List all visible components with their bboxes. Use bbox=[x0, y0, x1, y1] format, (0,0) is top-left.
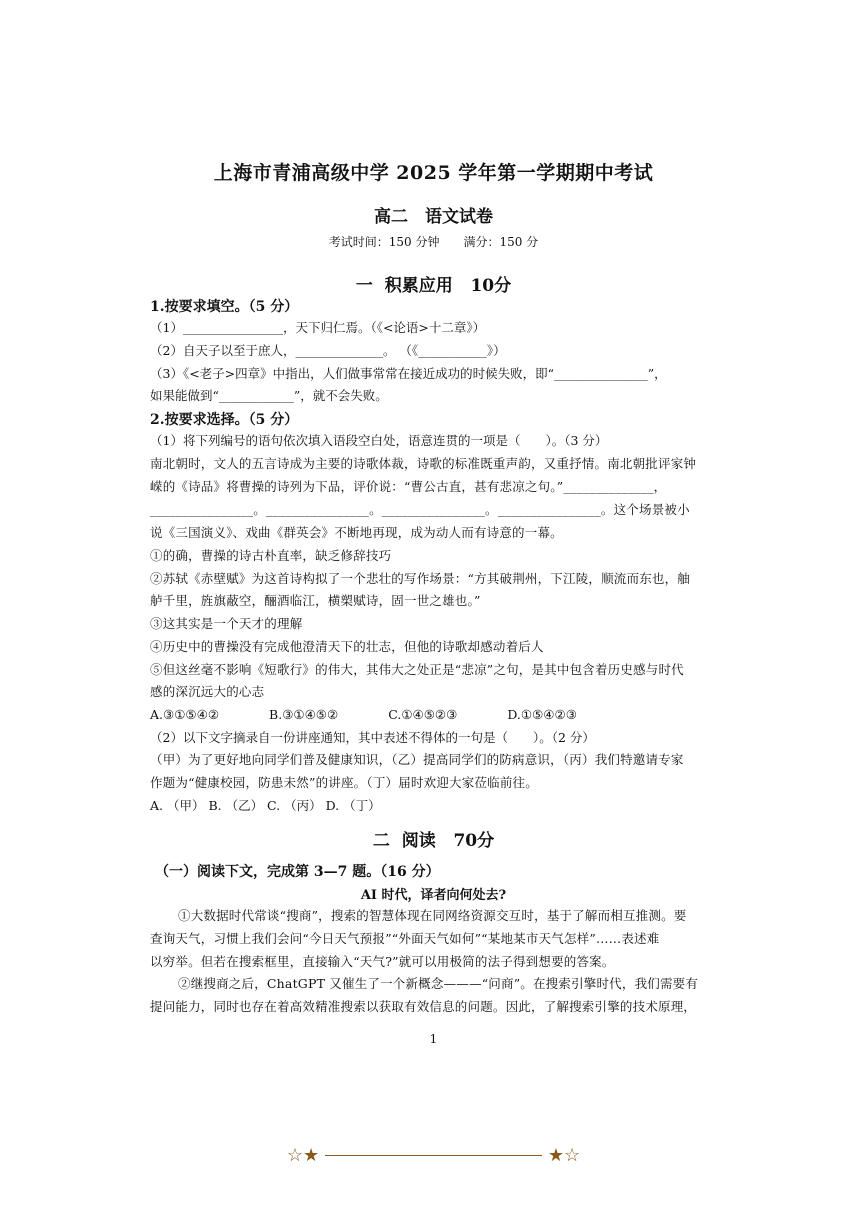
q2-option-2a: ②苏轼《赤壁赋》为这首诗构拟了一个悲壮的写作场景：“方其破荆州，下江陵，顺流而东也，舳 bbox=[150, 571, 690, 586]
q2-option-2b: 舻千里，旌旗蔽空，酾酒临江，横槊赋诗，固一世之雄也。” bbox=[150, 593, 481, 608]
q1-line-2: （2）自天子以至于庶人，______________。 （《___________》） bbox=[150, 343, 506, 358]
q2-sub2-choices: A. （甲） B. （乙） C. （丙） D. （丁） bbox=[150, 798, 381, 813]
q2-option-5a: ⑤但这丝毫不影响《短歌行》的伟大，其伟大之处正是“悲凉”之句，是其中包含着历史感与时代 bbox=[150, 662, 684, 677]
exam-title: 上海市青浦高级中学 2025 学年第一学期期中考试 bbox=[213, 162, 654, 184]
q2-option-4: ④历史中的曹操没有完成他澄清天下的壮志，但他的诗歌却感动着后人 bbox=[150, 639, 544, 654]
page-number: 1 bbox=[429, 1032, 438, 1046]
article-paragraph-line-4: ②继搜商之后，ChatGPT 又催生了一个新概念———“问商”。在搜索引擎时代，我们需要有 bbox=[178, 976, 699, 991]
q2-sub2-prompt: （2）以下文字摘录自一份讲座通知，其中表述不得体的一句是（ ）。（2 分） bbox=[150, 730, 595, 745]
article-paragraph-line-3: 以穷举。但若在搜索框里，直接输入“天气?”就可以用极简的法子得到想要的答案。 bbox=[150, 954, 615, 969]
section-heading-1: 一 积累应用 10分 bbox=[355, 276, 512, 296]
q1-line-4: 如果能做到“____________”，就不会失败。 bbox=[150, 388, 388, 403]
q2-sub2-text-1: （甲）为了更好地向同学们普及健康知识，（乙）提高同学们的防病意识，（丙）我们特邀请专家 bbox=[150, 752, 684, 767]
footer-stars-left-icon: ☆★ bbox=[286, 1144, 320, 1166]
article-paragraph-line-2: 查询天气，习惯上我们会问“今日天气预报”“外面天气如何”“某地某市天气怎样”……表述难 bbox=[150, 931, 660, 946]
section-heading-2: 二 阅读 70分 bbox=[372, 831, 495, 851]
footer-ornament bbox=[285, 1140, 582, 1170]
footer-divider bbox=[325, 1155, 542, 1156]
q2-option-1: ①的确，曹操的诗古朴直率，缺乏修辞技巧 bbox=[150, 548, 392, 563]
article-paragraph-line-1: ①大数据时代常谈“搜商”，搜索的智慧体现在同网络资源交互时，基于了解而相互推测。要 bbox=[178, 908, 687, 923]
q2-line-1: （1）将下列编号的语句依次填入语段空白处，语意连贯的一项是（ ）。（3 分） bbox=[150, 433, 608, 448]
q2-line-5: 说《三国演义》、戏曲《群英会》不断地再现，成为动人而有诗意的一幕。 bbox=[150, 525, 563, 540]
reading-part-1-heading: （一）阅读下文，完成第 3—7 题。（16 分） bbox=[155, 864, 440, 880]
exam-subtitle: 高二 语文试卷 bbox=[374, 207, 493, 227]
q2-sub2-text-2: 作题为“健康校园，防患未然”的讲座。（丁）届时欢迎大家莅临前往。 bbox=[150, 775, 538, 790]
q2-choices: A.③①⑤④② B.③①④⑤② C.①④⑤②③ D.①⑤④②③ bbox=[150, 707, 577, 722]
q1-line-1: （1）________________，天下归仁焉。（《<论语>十二章》） bbox=[150, 320, 486, 335]
question-2-heading: 2.按要求选择。（5 分） bbox=[150, 412, 299, 428]
article-paragraph-line-5: 提问能力，同时也存在着高效精准搜索以获取有效信息的问题。因此，了解搜索引擎的技术原理， bbox=[150, 999, 697, 1014]
q2-line-2: 南北朝时，文人的五言诗成为主要的诗歌体裁，诗歌的标准既重声韵，又重抒情。南北朝批评家钟 bbox=[150, 456, 697, 471]
q2-line-4: ________________。________________。________________。________________。这个场景被小 bbox=[150, 502, 690, 517]
q2-line-3: 嵘的《诗品》将曹操的诗列为下品，评价说：“曹公古直，甚有悲凉之句。”______________， bbox=[150, 479, 667, 494]
question-1-heading: 1.按要求填空。（5 分） bbox=[150, 299, 299, 315]
footer-stars-right-icon: ★☆ bbox=[547, 1144, 581, 1166]
q2-option-3: ③这其实是一个天才的理解 bbox=[150, 616, 303, 631]
exam-meta: 考试时间：150 分钟 满分：150 分 bbox=[328, 235, 539, 249]
q2-option-5b: 感的深沉远大的心志 bbox=[150, 684, 265, 699]
q1-line-3: （3）《<老子>四章》中指出，人们做事常常在接近成功的时候失败，即“_______________”， bbox=[150, 366, 667, 381]
article-title: AI 时代，译者向何处去? bbox=[360, 888, 507, 903]
